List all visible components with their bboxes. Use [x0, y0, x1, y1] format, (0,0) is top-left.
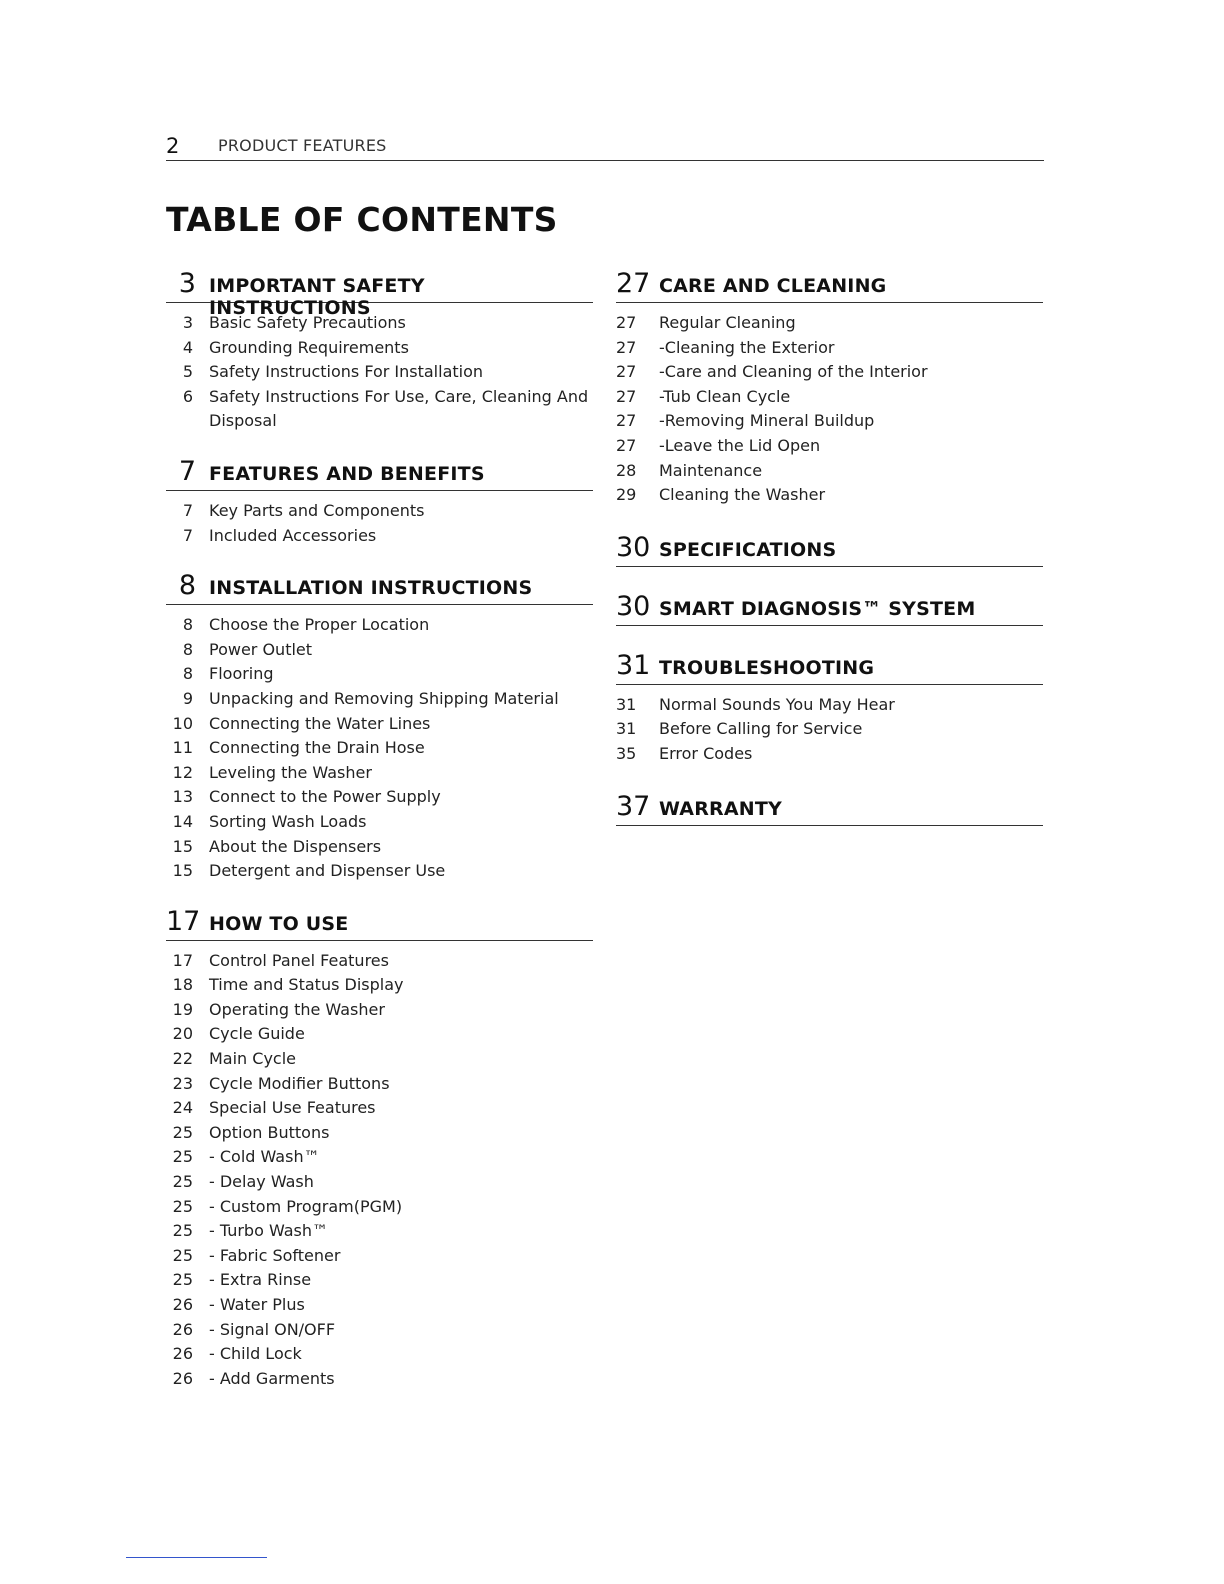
- section-title: FEATURES AND BENEFITS: [209, 462, 485, 485]
- entry-title: -Cleaning the Exterior: [659, 337, 835, 357]
- entry-title: Maintenance: [659, 460, 763, 480]
- section-page-number: 37: [616, 790, 651, 822]
- entry-title: Detergent and Dispenser Use: [209, 861, 446, 881]
- toc-entry[interactable]: [166, 613, 593, 638]
- entry-title: Operating the Washer: [209, 999, 385, 1019]
- entry-page-number: 23: [172, 1073, 193, 1093]
- entry-page-number: 15: [172, 836, 193, 856]
- entry-page-number: 8: [182, 615, 193, 635]
- entry-title: - Cold Wash™: [209, 1147, 320, 1167]
- entry-title: Key Parts and Components: [209, 500, 425, 520]
- entry-title: Connecting the Drain Hose: [209, 738, 425, 758]
- entry-title: Cycle Guide: [209, 1024, 305, 1044]
- toc-entry[interactable]: [166, 973, 593, 998]
- entry-title: -Tub Clean Cycle: [659, 386, 791, 406]
- entry-title: Safety Instructions For Installation: [209, 362, 484, 382]
- toc-entry[interactable]: [616, 434, 1043, 459]
- entry-title: Sorting Wash Loads: [209, 811, 367, 831]
- page-number: 2: [166, 134, 180, 158]
- toc-section-heading[interactable]: [616, 532, 1043, 567]
- entry-title: Safety Instructions For Use, Care, Cleaning And Disposal: [209, 386, 589, 431]
- entry-title: Flooring: [209, 664, 274, 684]
- entry-page-number: 25: [172, 1245, 193, 1265]
- toc-entry[interactable]: [166, 998, 593, 1023]
- section-title: SMART DIAGNOSIS™ SYSTEM: [659, 597, 976, 620]
- toc-entry-list: [166, 613, 593, 884]
- entry-page-number: 27: [616, 435, 637, 455]
- entry-page-number: 18: [172, 975, 193, 995]
- entry-title: Basic Safety Precautions: [209, 313, 406, 332]
- toc-left-column: [166, 268, 593, 1413]
- entry-page-number: 24: [172, 1098, 193, 1118]
- entry-title: Connect to the Power Supply: [209, 787, 441, 807]
- toc-section: [616, 532, 1043, 567]
- entry-page-number: 28: [616, 460, 637, 480]
- entry-page-number: 25: [172, 1172, 193, 1192]
- toc-entry-list: [166, 311, 593, 434]
- entry-page-number: 13: [172, 787, 193, 807]
- entry-title: Cycle Modifier Buttons: [209, 1073, 390, 1093]
- toc-entry[interactable]: [166, 360, 593, 385]
- toc-entry[interactable]: [166, 1072, 593, 1097]
- toc-entry[interactable]: [616, 336, 1043, 361]
- toc-section: [616, 650, 1043, 767]
- section-page-number: 30: [616, 590, 651, 622]
- toc-entry[interactable]: [166, 712, 593, 737]
- entry-page-number: 31: [616, 694, 637, 714]
- footer-link-line: [126, 1557, 267, 1558]
- toc-section-heading[interactable]: [616, 650, 1043, 685]
- entry-title: -Removing Mineral Buildup: [659, 411, 875, 431]
- toc-entry[interactable]: [166, 524, 593, 549]
- entry-title: Choose the Proper Location: [209, 615, 430, 635]
- toc-section: [166, 456, 593, 548]
- entry-page-number: 26: [172, 1344, 193, 1364]
- section-title: TROUBLESHOOTING: [659, 656, 875, 679]
- section-title: IMPORTANT SAFETY INSTRUCTIONS: [208, 275, 425, 319]
- entry-page-number: 29: [616, 485, 637, 505]
- entry-title: - Fabric Softener: [209, 1245, 341, 1265]
- toc-entry[interactable]: [166, 1293, 593, 1318]
- entry-title: Before Calling for Service: [659, 719, 863, 739]
- entry-page-number: 9: [182, 688, 193, 708]
- entry-page-number: 5: [182, 362, 193, 382]
- toc-entry-list: [166, 949, 593, 1392]
- entry-page-number: 26: [172, 1368, 193, 1388]
- entry-page-number: 8: [182, 639, 193, 659]
- entry-page-number: 12: [172, 762, 193, 782]
- toc-entry[interactable]: [166, 835, 593, 860]
- entry-page-number: 15: [172, 861, 193, 881]
- toc-entry[interactable]: [166, 311, 593, 336]
- entry-title: Unpacking and Removing Shipping Material: [209, 688, 559, 708]
- entry-page-number: 27: [616, 362, 637, 382]
- entry-title: Time and Status Display: [209, 975, 404, 995]
- toc-entry[interactable]: [166, 1318, 593, 1343]
- entry-title: Connecting the Water Lines: [209, 713, 431, 733]
- entry-page-number: 14: [172, 811, 193, 831]
- toc-entry[interactable]: [166, 949, 593, 974]
- toc-entry[interactable]: [166, 1096, 593, 1121]
- section-page-number: 31: [616, 649, 651, 681]
- entry-page-number: 17: [172, 950, 193, 970]
- section-title: HOW TO USE: [209, 912, 349, 935]
- entry-page-number: 35: [616, 743, 637, 763]
- section-page-number: 3: [178, 268, 196, 299]
- toc-entry[interactable]: [616, 385, 1043, 410]
- entry-title: Leveling the Washer: [209, 762, 372, 782]
- toc-section-heading[interactable]: [616, 268, 1043, 303]
- entry-page-number: 7: [182, 525, 193, 545]
- toc-entry[interactable]: [166, 1195, 593, 1220]
- toc-section-heading[interactable]: [616, 791, 1043, 826]
- entry-page-number: 22: [172, 1049, 193, 1069]
- entry-title: Main Cycle: [209, 1049, 297, 1069]
- entry-title: About the Dispensers: [209, 836, 382, 856]
- entry-page-number: 20: [172, 1024, 193, 1044]
- toc-entry[interactable]: [616, 717, 1043, 742]
- toc-entry[interactable]: [616, 459, 1043, 484]
- entry-title: - Delay Wash: [209, 1172, 314, 1192]
- toc-entry-list: [616, 693, 1043, 767]
- toc-entry[interactable]: [616, 311, 1043, 336]
- toc-entry[interactable]: [616, 742, 1043, 767]
- entry-page-number: 26: [172, 1295, 193, 1314]
- toc-right-column: [616, 268, 1043, 850]
- toc-entry[interactable]: [166, 687, 593, 712]
- toc-section-heading[interactable]: [166, 268, 593, 319]
- entry-page-number: 4: [182, 337, 193, 357]
- toc-entry[interactable]: [616, 360, 1043, 385]
- entry-title: - Child Lock: [209, 1344, 302, 1364]
- entry-title: Cleaning the Washer: [659, 485, 826, 505]
- toc-section-heading[interactable]: [166, 906, 593, 941]
- entry-page-number: 19: [172, 999, 193, 1019]
- entry-page-number: 27: [616, 386, 637, 406]
- section-title: SPECIFICATIONS: [659, 538, 837, 561]
- entry-page-number: 27: [616, 337, 637, 357]
- toc-section: [616, 591, 1043, 626]
- toc-section: [616, 268, 1043, 508]
- entry-page-number: 25: [172, 1221, 193, 1241]
- toc-entry[interactable]: [166, 785, 593, 810]
- entry-title: -Care and Cleaning of the Interior: [659, 362, 928, 382]
- entry-title: Error Codes: [659, 743, 753, 763]
- section-page-number: 27: [616, 268, 651, 299]
- entry-title: - Custom Program(PGM): [209, 1196, 403, 1216]
- toc-entry[interactable]: [166, 1121, 593, 1146]
- entry-title: Option Buttons: [209, 1122, 330, 1142]
- entry-page-number: 31: [616, 719, 637, 739]
- toc-entry[interactable]: [616, 483, 1043, 508]
- section-title: CARE AND CLEANING: [659, 275, 887, 297]
- toc-entry[interactable]: [166, 1268, 593, 1293]
- entry-page-number: 25: [172, 1196, 193, 1216]
- section-page-number: 8: [178, 570, 196, 602]
- toc-entry[interactable]: [166, 1145, 593, 1170]
- entry-title: Regular Cleaning: [659, 313, 796, 332]
- toc-entry[interactable]: [166, 736, 593, 761]
- entry-title: Control Panel Features: [209, 950, 389, 970]
- toc-entry[interactable]: [166, 1244, 593, 1269]
- entry-title: - Add Garments: [209, 1368, 335, 1388]
- entry-title: - Signal ON/OFF: [209, 1319, 336, 1339]
- entry-title: Power Outlet: [209, 639, 313, 659]
- entry-title: Included Accessories: [209, 525, 377, 545]
- toc-section-heading[interactable]: [616, 591, 1043, 626]
- header-section-label: PRODUCT FEATURES: [218, 136, 387, 155]
- entry-title: Special Use Features: [209, 1098, 376, 1118]
- entry-page-number: 25: [172, 1270, 193, 1290]
- toc-entry[interactable]: [166, 638, 593, 663]
- toc-section: [616, 791, 1043, 826]
- entry-page-number: 27: [616, 411, 637, 431]
- toc-entry[interactable]: [166, 336, 593, 361]
- entry-page-number: 11: [172, 738, 193, 758]
- toc-entry[interactable]: [166, 1367, 593, 1392]
- toc-section: [166, 906, 593, 1392]
- toc-entry[interactable]: [616, 693, 1043, 718]
- toc-section: [166, 268, 593, 434]
- section-page-number: 30: [616, 531, 651, 563]
- entry-page-number: 8: [182, 664, 193, 684]
- toc-entry[interactable]: [166, 761, 593, 786]
- toc-entry[interactable]: [166, 1047, 593, 1072]
- entry-page-number: 25: [172, 1122, 193, 1142]
- entry-page-number: 27: [616, 313, 637, 332]
- toc-entry[interactable]: [166, 1219, 593, 1244]
- toc-entry[interactable]: [166, 810, 593, 835]
- toc-section: [166, 570, 593, 884]
- entry-page-number: 26: [172, 1319, 193, 1339]
- toc-entry[interactable]: [166, 1342, 593, 1367]
- toc-entry[interactable]: [166, 1022, 593, 1047]
- section-title: INSTALLATION INSTRUCTIONS: [209, 577, 533, 600]
- toc-entry-list: [166, 499, 593, 548]
- page-header: [166, 132, 1044, 161]
- entry-title: -Leave the Lid Open: [659, 435, 821, 455]
- entry-page-number: 25: [172, 1147, 193, 1167]
- entry-title: - Extra Rinse: [209, 1270, 312, 1290]
- page-title: TABLE OF CONTENTS: [166, 200, 558, 239]
- entry-title: - Water Plus: [209, 1295, 305, 1314]
- toc-entry[interactable]: [166, 662, 593, 687]
- entry-page-number: 3: [182, 313, 193, 332]
- section-page-number: 17: [166, 905, 201, 937]
- entry-page-number: 7: [182, 500, 193, 520]
- toc-entry-list: [616, 311, 1043, 508]
- entry-title: - Turbo Wash™: [209, 1221, 329, 1241]
- toc-entry[interactable]: [166, 385, 593, 434]
- section-title: WARRANTY: [659, 797, 782, 820]
- toc-entry[interactable]: [166, 499, 593, 524]
- toc-entry[interactable]: [616, 409, 1043, 434]
- toc-entry[interactable]: [166, 1170, 593, 1195]
- toc-section-heading[interactable]: [166, 570, 593, 605]
- entry-title: Normal Sounds You May Hear: [659, 694, 895, 714]
- entry-page-number: 10: [172, 713, 193, 733]
- entry-page-number: 6: [182, 386, 193, 406]
- toc-entry[interactable]: [166, 859, 593, 884]
- entry-title: Grounding Requirements: [209, 337, 409, 357]
- section-page-number: 7: [178, 455, 196, 487]
- toc-section-heading[interactable]: [166, 456, 593, 491]
